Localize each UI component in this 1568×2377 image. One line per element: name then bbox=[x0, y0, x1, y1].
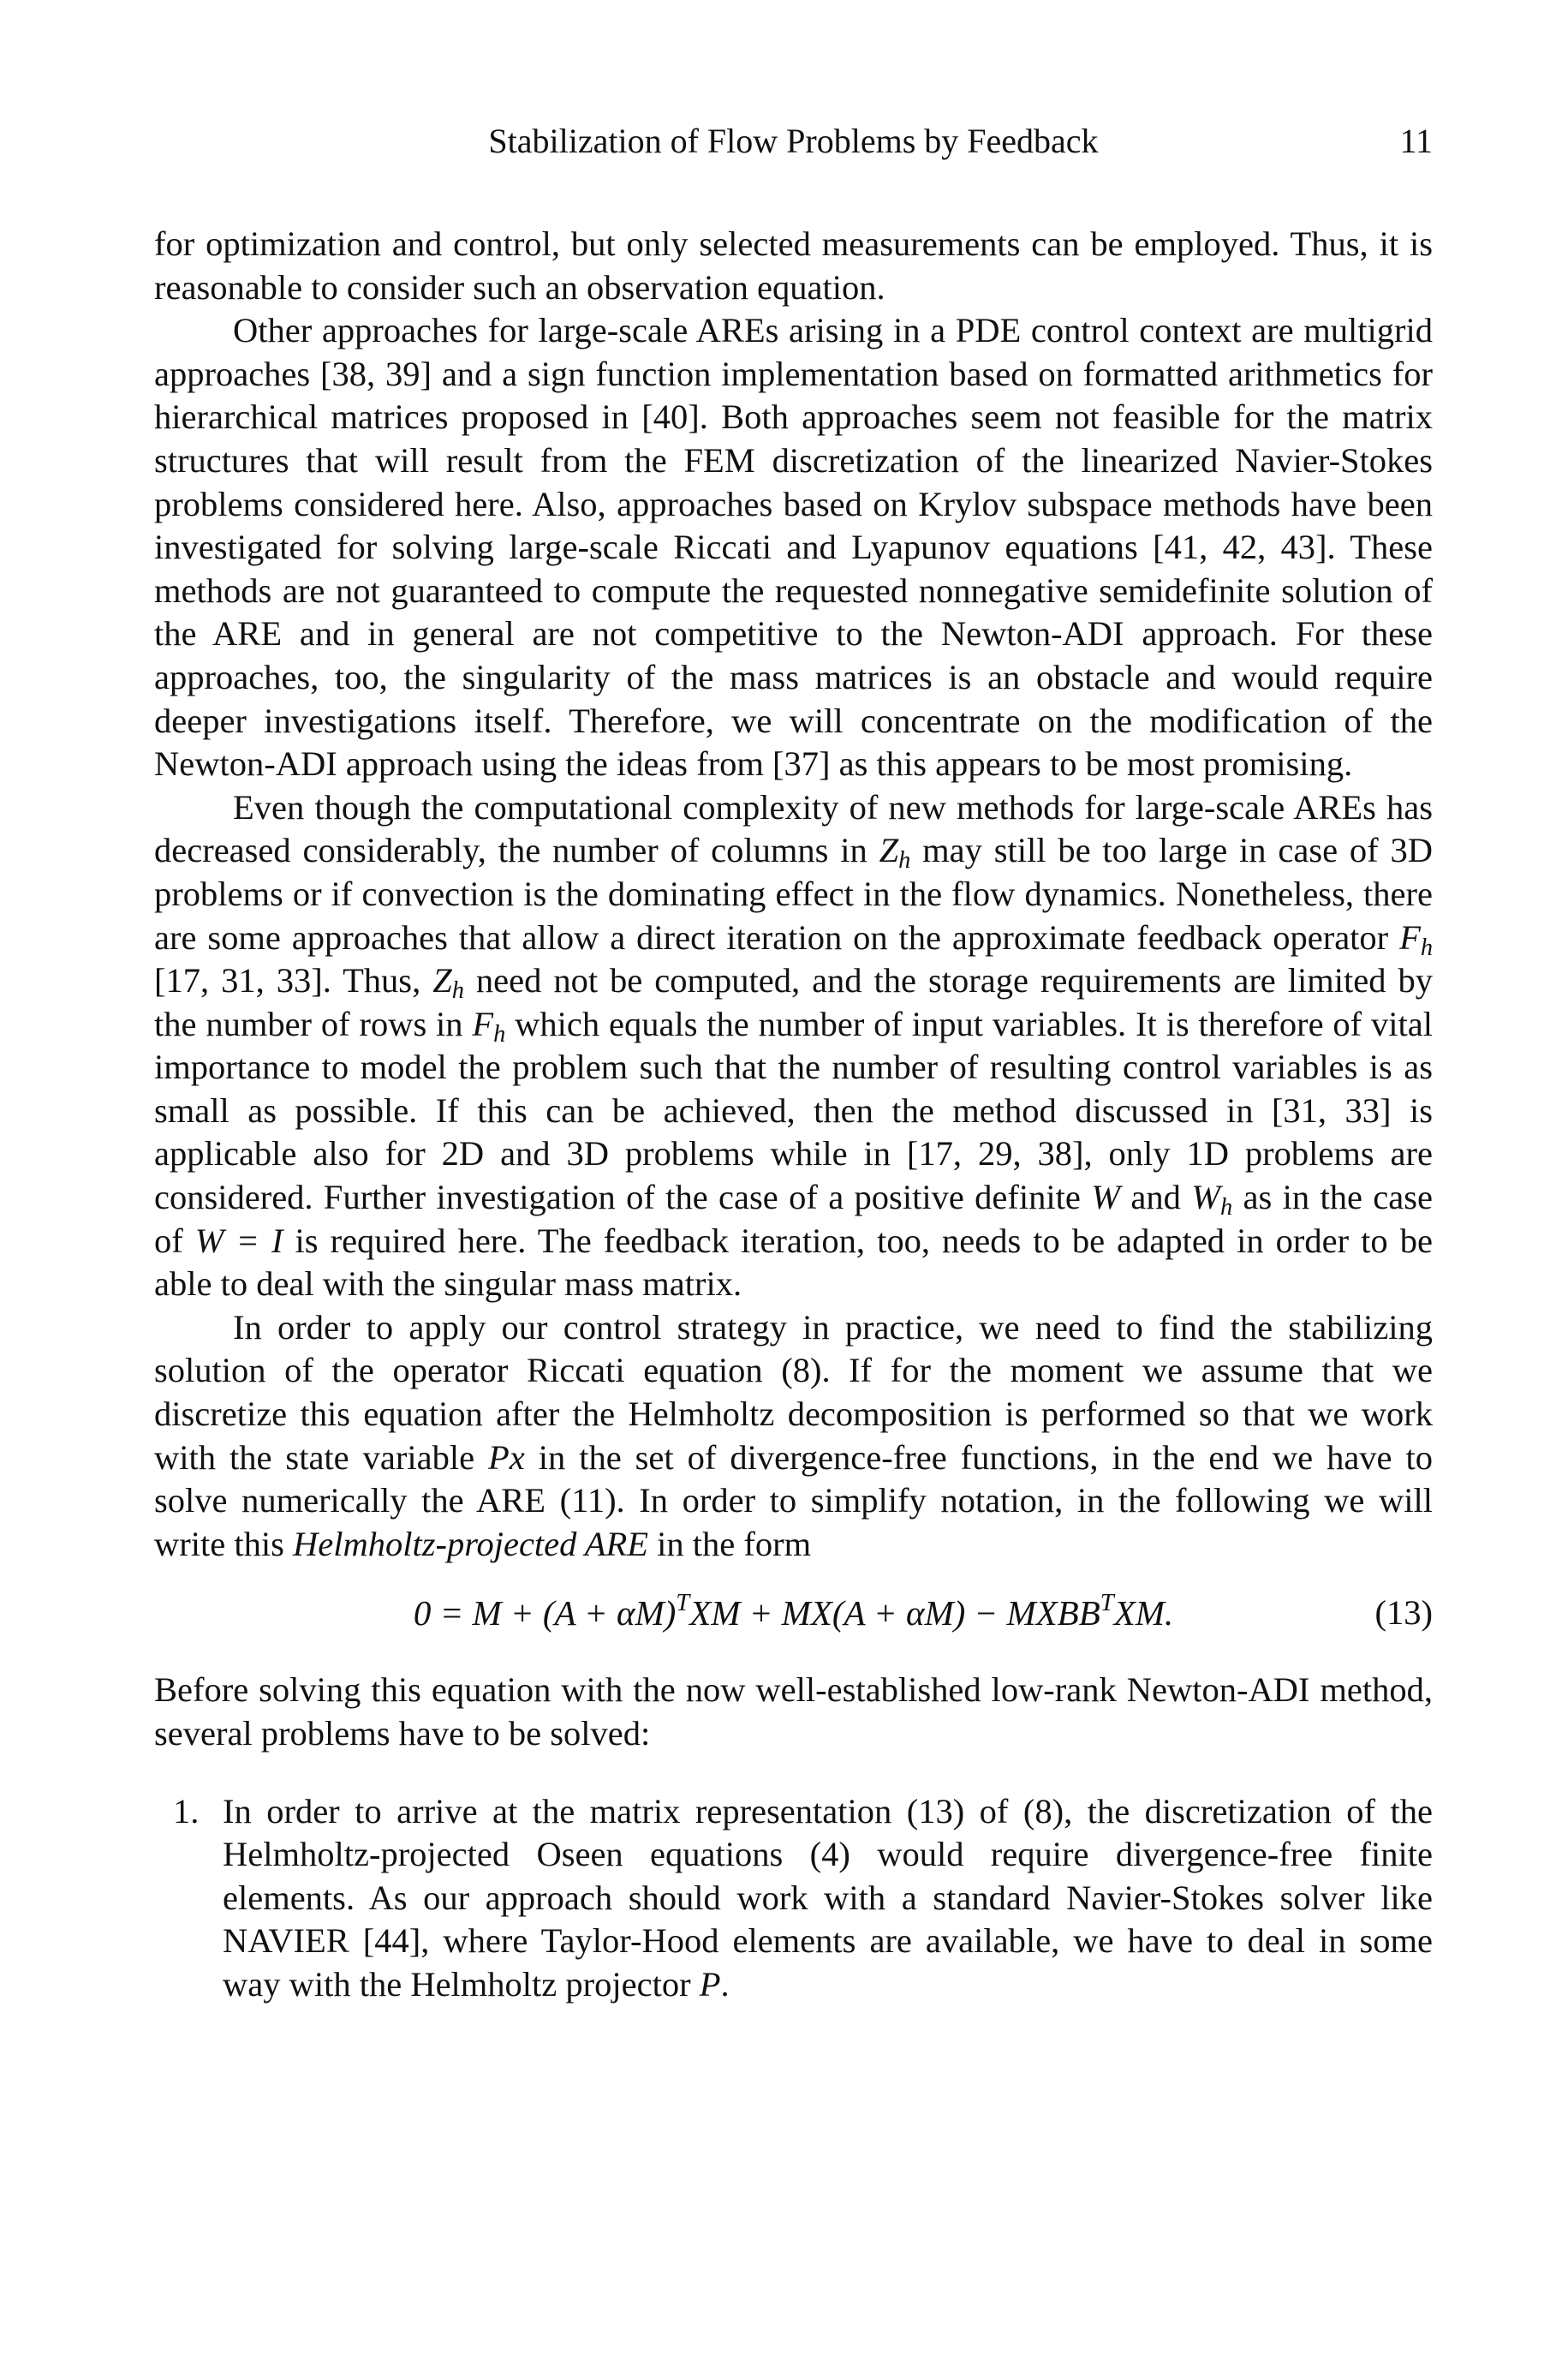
equation-13 bbox=[154, 1566, 1433, 1669]
page-header bbox=[154, 120, 1433, 171]
paragraph-4: In order to apply our control strategy in practice, we need to find the stabilizing solution of the operator Riccati equation (8). If for the moment we assume that we discretize this equation after the Helmholtz decomposition is performed so that we work with the state variable Px in the set of divergence-free functions, in the end we have to solve numerically the ARE (11). In order to simplify notation, in the following we will write this Helmholtz-projected ARE in the form bbox=[154, 1307, 1433, 1563]
math-P: P bbox=[699, 1964, 721, 2004]
math-Wh: $W_h$ bbox=[1191, 1178, 1233, 1221]
math-Zh: $Z_h$ bbox=[432, 961, 464, 1005]
math-Fh: $F_h$ bbox=[472, 1004, 506, 1048]
equation-number: (13) bbox=[1374, 1593, 1433, 1633]
math-Zh: $Z_h$ bbox=[879, 831, 911, 875]
math-Fh: $F_h$ bbox=[1399, 917, 1433, 961]
body-text bbox=[154, 223, 1433, 2007]
paragraph-2: Other approaches for large-scale AREs arising in a PDE control context are multigrid approaches [38, 39] and a sign function implementation based on formatted arithmetics for hierarchical matrices proposed in [40]. Both approaches seem not feasible for the matrix structures that will result from the FEM discretization of the linearized Navier-Stokes problems considered here. Also, approaches based on Krylov subspace methods have been investigated for solving large-scale Riccati and Lyapunov equations [41, 42, 43]. These methods are not guaranteed to compute the requested nonnegative semidefinite solution of the ARE and in general are not competitive to the Newton-ADI approach. For these approaches, too, the singularity of the mass matrices is an obstacle and would require deeper investigations itself. Therefore, we will concentrate on the modification of the Newton-ADI approach using the ideas from [37] as this appears to be most promising. bbox=[154, 311, 1433, 784]
list-item-number: 1. bbox=[173, 1791, 200, 1831]
numbered-list bbox=[154, 1790, 1433, 2007]
math-W-eq-I: W = I bbox=[194, 1221, 283, 1260]
emphasis-helmholtz-projected-are: Helmholtz-projected ARE bbox=[292, 1524, 649, 1563]
page-number: 11 bbox=[1399, 122, 1433, 160]
running-title: Stabilization of Flow Problems by Feedback bbox=[488, 122, 1099, 160]
equation-expression: $0 = M + (A + \alpha M)^TXM + MX(A + \alpha M)$ − $MXBB^TXM$. bbox=[413, 1589, 1174, 1633]
paragraph-5: Before solving this equation with the now well-established low-rank Newton-ADI method, several problems have to be solved: bbox=[154, 1670, 1433, 1753]
paragraph-3: Even though the computational complexity of new methods for large-scale AREs has decreased considerably, the number of columns in $Z_h$ may still be too large in case of 3D problems or if convection is the dominating effect in the flow dynamics. Nonetheless, there are some approaches that allow a direct iteration on the approximate feedback operator $F_h$ [17, 31, 33]. Thus, $Z_h$ need not be computed, and the storage requirements are limited by the number of rows in $F_h$ which equals the number of input variables. It is therefore of vital importance to model the problem such that the number of resulting control variables is as small as possible. If this can be achieved, then the method discussed in [31, 33] is applicable also for 2D and 3D problems while in [17, 29, 38], only 1D problems are considered. Further investigation of the case of a positive definite W and $W_h$ as in the case of W = I is required here. The feedback iteration, too, needs to be adapted in order to be able to deal with the singular mass matrix. bbox=[154, 787, 1433, 1304]
paragraph-1: for optimization and control, but only selected measurements can be employed. Thus, it is reasonable to consider such an observation equation. bbox=[154, 224, 1433, 307]
math-W: W bbox=[1091, 1178, 1120, 1217]
list-item: 1. In order to arrive at the matrix representation (13) of (8), the discretization of the Helmholtz-projected Oseen equations (4) would require divergence-free finite elements. As our approach should work with a standard Navier-Stokes solver like NAVIER [44], where Taylor-Hood elements are available, we have to deal in some way with the Helmholtz projector P. bbox=[173, 1791, 1433, 2004]
math-Px: Px bbox=[488, 1437, 525, 1477]
